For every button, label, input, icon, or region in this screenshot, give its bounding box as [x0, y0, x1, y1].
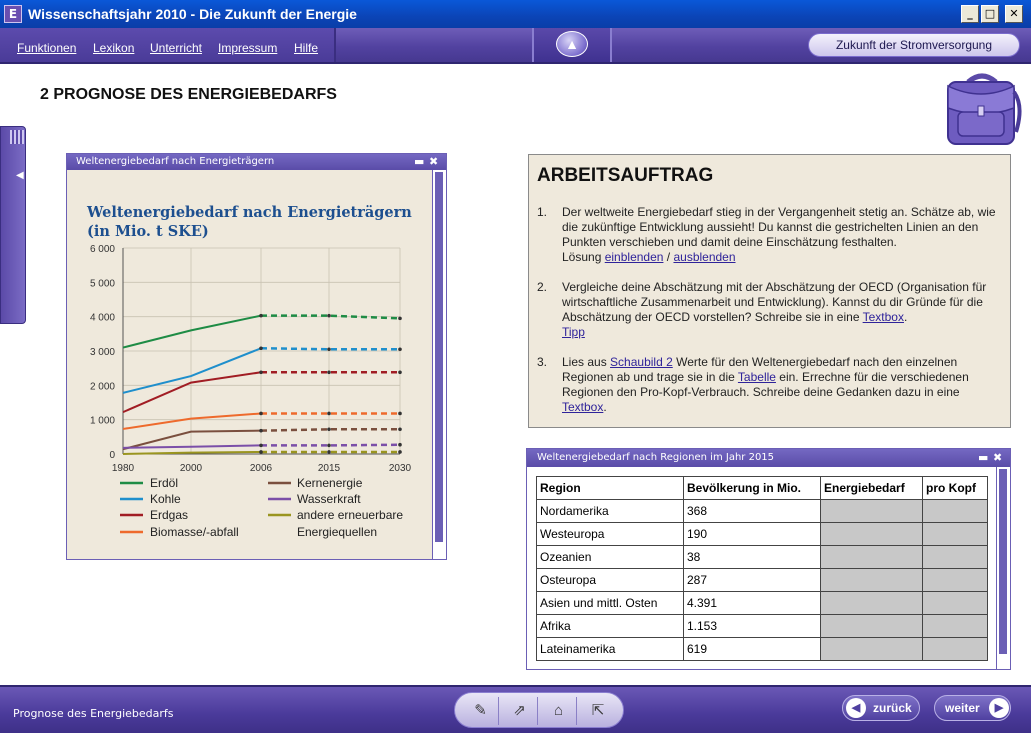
- app-icon: E: [4, 5, 22, 23]
- energy-input-cell[interactable]: [821, 546, 923, 569]
- chart-edit-icon[interactable]: ⇗: [502, 697, 538, 725]
- minimize-button[interactable]: _: [961, 5, 979, 23]
- per-capita-input-cell[interactable]: [923, 569, 988, 592]
- table-window: [526, 448, 1011, 670]
- data-point: [398, 427, 402, 431]
- chart-window-title[interactable]: Weltenergiebedarf nach Energieträgern: [67, 154, 446, 170]
- population-cell: 287: [684, 569, 821, 592]
- data-point: [398, 317, 402, 321]
- task-number: 2.: [537, 280, 548, 294]
- legend-label: Erdöl: [150, 476, 179, 490]
- hide-solution-link[interactable]: ausblenden: [673, 250, 736, 264]
- region-cell: Nordamerika: [537, 500, 684, 523]
- per-capita-input-cell[interactable]: [923, 523, 988, 546]
- data-point: [259, 444, 263, 448]
- menu-lexikon[interactable]: Lexikon: [93, 41, 135, 55]
- data-point: [259, 450, 263, 454]
- col-per-capita: pro Kopf: [923, 477, 988, 500]
- data-point: [259, 370, 263, 374]
- data-point: [327, 412, 331, 416]
- table-row: [537, 546, 988, 569]
- data-point: [327, 444, 331, 448]
- backpack-icon[interactable]: [940, 72, 1024, 148]
- region-cell: Asien und mittl. Osten: [537, 592, 684, 615]
- table-row: [537, 638, 988, 661]
- tools-panel: [454, 692, 624, 728]
- task-3: [562, 355, 1002, 415]
- assignment-box: [528, 154, 1011, 428]
- tip-link[interactable]: Tipp: [562, 325, 585, 339]
- textbox-link[interactable]: Textbox: [862, 310, 904, 324]
- table-row: [537, 615, 988, 638]
- window-title: Wissenschaftsjahr 2010 - Die Zukunft der Energie: [28, 6, 357, 22]
- zukunft-stromversorgung-button[interactable]: Zukunft der Stromversorgung: [808, 33, 1020, 57]
- notepad-pencil-icon[interactable]: ✎: [463, 697, 499, 725]
- table-header-row: [537, 477, 988, 500]
- legend-label: Biomasse/-abfall: [150, 525, 239, 539]
- y-tick-label: 1 000: [89, 415, 115, 427]
- back-label: zurück: [873, 701, 912, 715]
- task-number: 1.: [537, 205, 548, 219]
- energy-input-cell[interactable]: [821, 569, 923, 592]
- chevron-right-icon: ▶: [989, 698, 1009, 718]
- y-tick-label: 0: [109, 450, 115, 461]
- data-point: [327, 370, 331, 374]
- population-cell: 190: [684, 523, 821, 546]
- period: .: [903, 310, 908, 324]
- period: .: [603, 400, 607, 414]
- task-number: 3.: [537, 355, 548, 369]
- solution-label: Lösung: [562, 250, 602, 264]
- series-line: [123, 348, 261, 393]
- per-capita-input-cell[interactable]: [923, 500, 988, 523]
- chart-scrollbar[interactable]: [432, 170, 446, 559]
- chart-title: Weltenergiebedarf nach Energieträgern: [87, 204, 412, 221]
- table-link[interactable]: Tabelle: [737, 370, 776, 384]
- close-icon[interactable]: ✖: [993, 451, 1003, 464]
- up-arrow-icon[interactable]: ▲: [556, 31, 588, 57]
- per-capita-input-cell[interactable]: [923, 638, 988, 661]
- chevron-left-icon[interactable]: ◀: [16, 170, 24, 181]
- maximize-button[interactable]: □: [981, 5, 999, 23]
- population-cell: 38: [684, 546, 821, 569]
- menu-unterricht[interactable]: Unterricht: [150, 41, 203, 55]
- energy-input-cell[interactable]: [821, 638, 923, 661]
- data-point: [398, 412, 402, 416]
- data-point: [327, 314, 331, 318]
- menu-funktionen[interactable]: Funktionen: [17, 41, 77, 55]
- next-button[interactable]: [934, 695, 1011, 721]
- page-title: 2 PROGNOSE DES ENERGIEBEDARFS: [40, 86, 337, 103]
- region-cell: Ozeanien: [537, 546, 684, 569]
- table-row: [537, 569, 988, 592]
- separator: /: [663, 250, 674, 264]
- minimize-icon[interactable]: ▬: [414, 155, 425, 168]
- show-solution-link[interactable]: einblenden: [604, 250, 664, 264]
- x-tick-label: 2030: [388, 463, 412, 474]
- series-line: [123, 445, 261, 447]
- legend-label: Wasserkraft: [297, 492, 361, 506]
- data-point: [327, 450, 331, 454]
- region-cell: Osteuropa: [537, 569, 684, 592]
- chart-window: [66, 153, 447, 560]
- series-line: [123, 316, 261, 348]
- task-3-mid2: ein. Errechne für die verschiedenen Regionen den Pro-Kopf-Verbrauch. Schreibe deine Gedanken dazu in eine: [562, 370, 969, 399]
- per-capita-input-cell[interactable]: [923, 546, 988, 569]
- y-tick-label: 6 000: [89, 244, 115, 255]
- minimize-icon[interactable]: ▬: [978, 451, 989, 464]
- col-population: Bevölkerung in Mio.: [684, 477, 821, 500]
- col-region: Region: [537, 477, 684, 500]
- task-1: [562, 205, 1002, 265]
- legend-label: Energiequellen: [297, 525, 378, 539]
- data-point: [327, 347, 331, 351]
- grip-icon: [10, 130, 24, 144]
- population-cell: 4.391: [684, 592, 821, 615]
- energy-input-cell[interactable]: [821, 523, 923, 546]
- table-row: [537, 523, 988, 546]
- schaubild-link[interactable]: Schaubild 2: [610, 355, 673, 369]
- house-camera-icon[interactable]: ⌂: [541, 697, 577, 725]
- menu-hilfe[interactable]: Hilfe: [294, 41, 319, 55]
- population-cell: 619: [684, 638, 821, 661]
- table-body: [537, 500, 988, 661]
- bottom-page-label: Prognose des Energiebedarfs: [13, 707, 174, 720]
- series-line: [123, 372, 261, 412]
- col-energy: Energiebedarf: [821, 477, 923, 500]
- data-point: [259, 346, 263, 350]
- data-point: [398, 443, 402, 447]
- population-cell: 368: [684, 500, 821, 523]
- data-point: [398, 450, 402, 454]
- region-cell: Afrika: [537, 615, 684, 638]
- y-tick-label: 5 000: [89, 278, 115, 290]
- task-2-text: Vergleiche deine Abschätzung mit der Abschätzung der OECD (Organisation für wirtschaftliche Zusammenarbeit und Entwicklung). Kannst du dir Gründe für die Abschätzung der OECD vorstellen? Schreibe sie in eine: [562, 280, 987, 324]
- table-window-title[interactable]: Weltenergiebedarf nach Regionen im Jahr 2015: [527, 449, 1010, 467]
- x-tick-label: 1980: [111, 463, 135, 474]
- back-button[interactable]: [842, 695, 920, 721]
- next-label: weiter: [945, 701, 980, 715]
- data-point: [259, 314, 263, 318]
- region-cell: Westeuropa: [537, 523, 684, 546]
- legend-label: andere erneuerbare: [297, 508, 404, 522]
- y-tick-label: 4 000: [89, 312, 115, 324]
- data-point: [259, 429, 263, 433]
- energy-chart: [67, 170, 432, 561]
- region-table: [536, 476, 988, 661]
- per-capita-input-cell[interactable]: [923, 592, 988, 615]
- x-tick-label: 2006: [249, 463, 273, 474]
- table-scrollbar[interactable]: [996, 467, 1010, 669]
- legend-label: Kohle: [150, 492, 181, 506]
- energy-input-cell[interactable]: [821, 500, 923, 523]
- menu-impressum[interactable]: Impressum: [218, 41, 278, 55]
- assignment-title: ARBEITSAUFTRAG: [537, 165, 714, 186]
- energy-input-cell[interactable]: [821, 615, 923, 638]
- energy-input-cell[interactable]: [821, 592, 923, 615]
- population-cell: 1.153: [684, 615, 821, 638]
- y-tick-label: 2 000: [89, 381, 115, 393]
- region-cell: Lateinamerika: [537, 638, 684, 661]
- close-icon[interactable]: ✖: [429, 155, 439, 168]
- table-row: [537, 500, 988, 523]
- chevron-left-icon: ◀: [846, 698, 866, 718]
- task-1-text: Der weltweite Energiebedarf stieg in der Vergangenheit stetig an. Schätze ab, wie die zukünftige Entwicklung aussieht! Du kannst die gestrichelten Linien an den Punkten verschieben und damit deine Einschätzung festhalten.: [562, 205, 996, 249]
- chart-subtitle: (in Mio. t SKE): [87, 223, 209, 240]
- textbox-link[interactable]: Textbox: [562, 400, 604, 414]
- data-point: [398, 370, 402, 374]
- y-tick-label: 3 000: [89, 347, 115, 358]
- legend-label: Kernenergie: [297, 476, 363, 490]
- task-3-pre: Lies aus: [562, 355, 607, 369]
- series-line: [123, 413, 261, 428]
- export-camera-icon[interactable]: ⇱: [591, 702, 605, 719]
- bottom-bar: [0, 685, 1031, 733]
- table-row: [537, 592, 988, 615]
- per-capita-input-cell[interactable]: [923, 615, 988, 638]
- task-3-mid1: Werte für den Weltenergiebedarf nach den einzelnen Regionen ab und trage sie in die: [562, 355, 958, 384]
- task-2: [562, 280, 1002, 340]
- data-point: [327, 427, 331, 431]
- window-titlebar: [0, 0, 1031, 28]
- x-tick-label: 2000: [179, 463, 203, 474]
- data-point: [398, 347, 402, 351]
- legend-label: Erdgas: [150, 508, 189, 522]
- x-tick-label: 2015: [317, 463, 341, 474]
- close-button[interactable]: ✕: [1005, 5, 1023, 23]
- data-point: [259, 412, 263, 416]
- side-panel-tab[interactable]: [0, 126, 26, 324]
